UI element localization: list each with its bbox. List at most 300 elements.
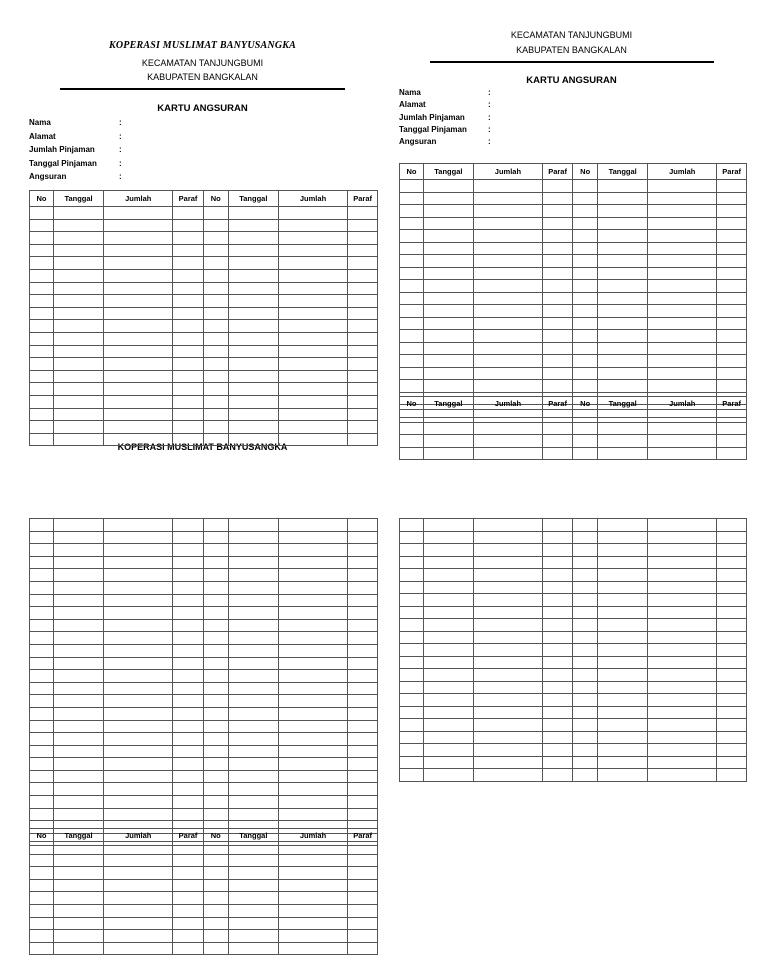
table-cell-signature [173,867,203,880]
table-cell-amount [648,242,717,255]
table-cell-amount [473,556,542,569]
table-row [400,305,747,318]
table-cell-signature [717,706,747,719]
table-cell-date [423,669,473,682]
table-cell-no [400,706,424,719]
table-cell-signature [173,232,203,245]
table-cell-no [203,879,228,892]
table-cell-date [54,695,104,708]
table-cell-date [228,758,278,771]
table-cell-no [573,606,598,619]
table-cell-amount [104,607,173,620]
table-cell-date [54,770,104,783]
table-cell-date [228,370,278,383]
table-cell-no [573,731,598,744]
table-row [400,230,747,243]
column-header-date: Tanggal [228,191,278,207]
table-cell-no [203,519,228,532]
table-cell-no [30,644,54,657]
table-cell-signature [348,720,378,733]
table-cell-no [30,682,54,695]
table-cell-date [598,519,648,532]
table-cell-date [598,669,648,682]
table-cell-date [228,707,278,720]
table-cell-amount [648,544,717,557]
table-cell-date [54,370,104,383]
table-cell-no [30,207,54,220]
table-cell-date [598,706,648,719]
table-cell-no [30,282,54,295]
field-row [399,124,599,136]
table-cell-date [598,292,648,305]
table-cell-no [203,370,228,383]
table-cell-no [573,380,598,393]
table-cell-date [423,230,473,243]
table-cell-signature [542,569,572,582]
column-header-amount: Jumlah [104,191,173,207]
table-cell-no [30,383,54,396]
table-cell-amount [278,892,347,905]
table-row [400,435,747,448]
table-cell-signature [542,669,572,682]
table-cell-no [573,435,598,448]
column-header-date: Tanggal [228,829,278,842]
table-cell-no [573,355,598,368]
table-cell-date [423,217,473,230]
table-cell-date [423,180,473,193]
table-cell-amount [648,410,717,423]
table-cell-date [423,606,473,619]
org-title: KOPERASI MUSLIMAT BANYUSANGKA [109,40,296,51]
table-cell-amount [473,280,542,293]
table-cell-signature [717,719,747,732]
table-cell-no [30,758,54,771]
table-cell-signature [348,644,378,657]
table-cell-amount [278,295,347,308]
table-cell-signature [542,267,572,280]
table-cell-date [598,719,648,732]
table-cell-amount [104,733,173,746]
table-cell-no [30,408,54,421]
table-row [30,257,378,270]
table-cell-signature [717,217,747,230]
table-cell-signature [173,320,203,333]
table-cell-no [203,295,228,308]
table-cell-date [423,681,473,694]
table-cell-amount [104,745,173,758]
table-row [30,383,378,396]
table-cell-amount [278,808,347,821]
table-row [30,244,378,257]
field-row [29,170,229,184]
table-cell-amount [104,207,173,220]
table-cell-signature [542,330,572,343]
table-cell-signature [717,631,747,644]
table-cell-signature [173,519,203,532]
table-cell-no [203,917,228,930]
table-cell-signature [348,770,378,783]
table-cell-no [573,192,598,205]
table-cell-amount [278,619,347,632]
table-cell-amount [648,180,717,193]
card-title: KARTU ANGSURAN [526,75,617,86]
table-cell-date [54,644,104,657]
table-cell-date [598,242,648,255]
table-cell-signature [348,383,378,396]
table-cell-amount [278,219,347,232]
table-cell-no [30,370,54,383]
table-cell-date [423,531,473,544]
column-header-signature: Paraf [348,829,378,842]
table-cell-no [30,619,54,632]
table-cell-amount [104,644,173,657]
table-cell-no [30,594,54,607]
table-cell-amount [104,892,173,905]
table-cell-amount [278,370,347,383]
table-cell-amount [473,410,542,423]
table-cell-date [598,192,648,205]
table-row [400,694,747,707]
table-cell-amount [278,733,347,746]
table-header-row [30,829,378,842]
table-cell-no [400,531,424,544]
table-row [30,758,378,771]
table-cell-signature [348,531,378,544]
table-cell-signature [542,531,572,544]
table-cell-signature [173,433,203,446]
table-cell-signature [717,192,747,205]
table-cell-signature [717,447,747,460]
table-cell-signature [173,720,203,733]
table-cell-amount [473,569,542,582]
table-cell-signature [717,669,747,682]
table-cell-no [573,317,598,330]
table-cell-date [598,305,648,318]
table-cell-date [228,842,278,855]
table-cell-amount [278,644,347,657]
table-cell-amount [473,447,542,460]
table-cell-no [203,345,228,358]
table-cell-signature [173,733,203,746]
table-cell-no [400,569,424,582]
table-cell-no [30,670,54,683]
table-cell-amount [104,519,173,532]
table-cell-no [30,421,54,434]
table-cell-signature [348,269,378,282]
table-cell-no [203,808,228,821]
table-cell-no [30,745,54,758]
table-row [30,519,378,532]
table-cell-amount [473,594,542,607]
table-cell-amount [473,706,542,719]
table-cell-no [203,531,228,544]
table-cell-date [228,395,278,408]
table-cell-amount [648,731,717,744]
table-cell-amount [648,744,717,757]
table-cell-no [203,556,228,569]
table-cell-amount [104,421,173,434]
column-header-no: No [573,397,598,410]
table-cell-date [423,581,473,594]
table-cell-signature [542,606,572,619]
table-cell-no [573,367,598,380]
table-cell-signature [173,395,203,408]
table-cell-signature [542,217,572,230]
installment-table-left-middle [29,518,378,846]
table-cell-signature [173,657,203,670]
table-row [400,380,747,393]
table-cell-amount [104,544,173,557]
table-row [400,317,747,330]
table-cell-amount [473,355,542,368]
table-cell-signature [173,632,203,645]
footer-org-title: KOPERASI MUSLIMAT BANYUSANGKA [117,442,288,452]
table-cell-amount [104,358,173,371]
table-row [30,783,378,796]
table-cell-signature [717,342,747,355]
table-cell-date [54,332,104,345]
table-cell-signature [173,257,203,270]
table-cell-amount [104,320,173,333]
table-cell-no [203,332,228,345]
table-cell-no [30,556,54,569]
table-cell-no [573,242,598,255]
table-cell-date [228,644,278,657]
table-cell-amount [104,854,173,867]
table-cell-no [30,332,54,345]
table-cell-amount [473,342,542,355]
info-fields [29,116,229,184]
table-cell-date [228,244,278,257]
table-cell-amount [473,422,542,435]
column-header-amount: Jumlah [648,164,717,180]
table-cell-date [423,192,473,205]
table-cell-no [400,606,424,619]
table-cell-no [30,519,54,532]
table-cell-signature [173,707,203,720]
table-cell-date [423,435,473,448]
table-cell-no [573,569,598,582]
table-cell-no [203,408,228,421]
table-cell-date [598,694,648,707]
table-cell-no [30,632,54,645]
table-row [400,731,747,744]
table-row [400,531,747,544]
table-cell-date [228,421,278,434]
table-cell-amount [104,619,173,632]
table-cell-signature [717,230,747,243]
table-cell-amount [648,631,717,644]
table-cell-signature [542,422,572,435]
table-cell-amount [278,670,347,683]
table-row [400,217,747,230]
table-cell-signature [348,879,378,892]
table-row [30,232,378,245]
table-cell-no [400,694,424,707]
field-separator: : [488,112,491,122]
table-cell-amount [104,930,173,943]
table-cell-date [598,644,648,657]
table-cell-date [423,280,473,293]
table-cell-signature [717,292,747,305]
table-row [30,808,378,821]
table-cell-amount [278,332,347,345]
table-cell-signature [173,607,203,620]
table-cell-date [423,205,473,218]
table-cell-amount [648,531,717,544]
table-cell-no [573,656,598,669]
table-cell-signature [542,192,572,205]
table-cell-signature [542,594,572,607]
table-cell-date [423,719,473,732]
table-cell-signature [348,942,378,955]
table-cell-signature [173,345,203,358]
table-cell-date [423,410,473,423]
table-cell-signature [173,796,203,809]
table-cell-date [228,531,278,544]
table-cell-amount [648,267,717,280]
table-cell-no [203,581,228,594]
table-row [30,207,378,220]
table-cell-date [228,295,278,308]
table-cell-amount [473,619,542,632]
table-row [400,267,747,280]
table-cell-signature [717,380,747,393]
table-cell-amount [278,758,347,771]
table-cell-no [30,904,54,917]
table-row [400,769,747,782]
table-cell-date [228,770,278,783]
table-cell-no [573,447,598,460]
table-cell-amount [648,342,717,355]
table-cell-signature [542,556,572,569]
field-separator: : [119,131,122,141]
column-header-signature: Paraf [717,164,747,180]
column-header-date: Tanggal [598,164,648,180]
table-cell-date [54,670,104,683]
table-header-row [400,397,747,410]
table-cell-no [203,207,228,220]
table-cell-amount [278,207,347,220]
table-cell-no [203,607,228,620]
table-cell-signature [348,594,378,607]
column-header-date: Tanggal [423,397,473,410]
table-row [400,594,747,607]
table-cell-date [54,796,104,809]
table-cell-no [203,644,228,657]
field-separator: : [488,124,491,134]
table-cell-no [573,292,598,305]
table-cell-no [400,519,424,532]
table-cell-signature [173,695,203,708]
column-header-amount: Jumlah [104,829,173,842]
table-row [30,408,378,421]
table-cell-amount [473,192,542,205]
table-cell-signature [348,544,378,557]
table-cell-no [30,942,54,955]
table-cell-no [203,395,228,408]
table-cell-signature [173,770,203,783]
table-row [400,669,747,682]
info-fields [399,87,599,148]
table-cell-no [400,192,424,205]
table-cell-date [54,867,104,880]
table-cell-amount [278,556,347,569]
table-cell-no [203,232,228,245]
table-cell-date [228,808,278,821]
table-cell-amount [278,244,347,257]
table-cell-signature [542,292,572,305]
table-row [400,706,747,719]
table-row [30,345,378,358]
table-cell-date [54,345,104,358]
table-cell-date [228,544,278,557]
table-cell-amount [473,656,542,669]
table-cell-date [228,607,278,620]
table-cell-date [228,892,278,905]
table-cell-no [573,280,598,293]
table-cell-signature [717,594,747,607]
table-cell-no [573,594,598,607]
table-cell-amount [648,619,717,632]
table-cell-no [573,681,598,694]
table-cell-amount [648,330,717,343]
table-row [30,320,378,333]
table-cell-amount [648,217,717,230]
table-cell-date [54,942,104,955]
table-cell-signature [348,207,378,220]
table-cell-amount [648,519,717,532]
table-cell-no [30,842,54,855]
table-row [30,644,378,657]
field-label: Alamat [399,100,426,110]
header-divider [430,61,714,63]
table-cell-no [573,756,598,769]
table-cell-amount [278,942,347,955]
table-cell-amount [648,719,717,732]
table-cell-date [54,594,104,607]
table-cell-date [598,410,648,423]
table-cell-signature [717,330,747,343]
table-cell-signature [717,644,747,657]
table-cell-signature [717,267,747,280]
table-cell-amount [278,232,347,245]
table-cell-no [30,257,54,270]
table-cell-no [203,244,228,257]
table-cell-signature [348,917,378,930]
table-cell-signature [542,180,572,193]
table-cell-date [228,207,278,220]
table-cell-signature [348,695,378,708]
column-header-no: No [30,191,54,207]
table-cell-amount [473,756,542,769]
table-cell-no [400,719,424,732]
table-cell-date [54,282,104,295]
table-row [400,447,747,460]
table-cell-amount [473,330,542,343]
table-row [30,556,378,569]
installment-table-left-top [29,190,378,446]
table-cell-signature [542,719,572,732]
regency-text: KABUPATEN BANGKALAN [147,72,258,82]
table-cell-date [54,257,104,270]
table-cell-no [400,769,424,782]
table-cell-no [203,707,228,720]
table-cell-date [54,854,104,867]
table-cell-signature [717,656,747,669]
table-cell-signature [348,219,378,232]
table-cell-date [598,681,648,694]
